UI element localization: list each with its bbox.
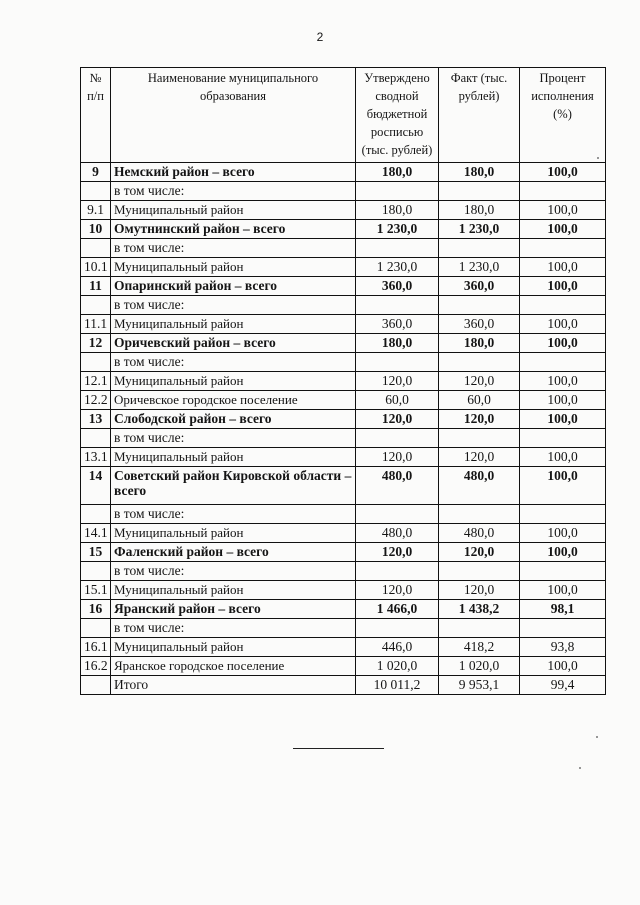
cell-percent [520,505,606,524]
header-name: Наименование муниципального образования [111,68,356,163]
cell-percent: 93,8 [520,638,606,657]
cell-name: в том числе: [111,619,356,638]
cell-fact: 480,0 [439,467,520,505]
cell-fact: 1 230,0 [439,220,520,239]
cell-fact: 360,0 [439,277,520,296]
cell-approved [356,505,439,524]
budget-execution-table [80,67,606,695]
subheading-row [81,296,606,315]
cell-num: 10 [81,220,111,239]
closing-rule [293,748,384,749]
cell-num: 16.2 [81,657,111,676]
cell-approved [356,429,439,448]
table-row [81,524,606,543]
cell-num: 15.1 [81,581,111,600]
cell-approved [356,239,439,258]
cell-percent: 100,0 [520,201,606,220]
cell-approved [356,619,439,638]
cell-approved: 1 466,0 [356,600,439,619]
cell-fact: 180,0 [439,163,520,182]
cell-percent: 100,0 [520,410,606,429]
table-row [81,201,606,220]
district-total-row [81,220,606,239]
cell-fact: 60,0 [439,391,520,410]
cell-fact: 180,0 [439,334,520,353]
subheading-row [81,562,606,581]
cell-num: 9.1 [81,201,111,220]
cell-num: 15 [81,543,111,562]
cell-name: Муниципальный район [111,258,356,277]
table-row [81,448,606,467]
cell-percent [520,182,606,201]
cell-percent: 100,0 [520,258,606,277]
cell-num: 14.1 [81,524,111,543]
cell-name: Муниципальный район [111,638,356,657]
cell-approved: 1 230,0 [356,258,439,277]
cell-percent [520,239,606,258]
cell-approved: 180,0 [356,201,439,220]
scan-speck [596,736,598,738]
cell-fact: 418,2 [439,638,520,657]
cell-num [81,239,111,258]
cell-name: в том числе: [111,296,356,315]
cell-name: Муниципальный район [111,372,356,391]
cell-percent: 100,0 [520,372,606,391]
cell-percent: 100,0 [520,524,606,543]
cell-fact [439,239,520,258]
cell-num: 13 [81,410,111,429]
cell-name: в том числе: [111,562,356,581]
cell-approved: 480,0 [356,524,439,543]
cell-num [81,353,111,372]
cell-name: Фаленский район – всего [111,543,356,562]
cell-num: 16 [81,600,111,619]
cell-num [81,429,111,448]
cell-num: 12.2 [81,391,111,410]
cell-approved: 120,0 [356,410,439,429]
cell-name: Итого [111,676,356,695]
cell-approved [356,296,439,315]
cell-percent: 100,0 [520,391,606,410]
cell-fact: 1 020,0 [439,657,520,676]
cell-approved: 1 020,0 [356,657,439,676]
scan-speck [579,767,581,769]
cell-percent: 100,0 [520,163,606,182]
cell-name: в том числе: [111,182,356,201]
cell-fact [439,429,520,448]
cell-approved: 180,0 [356,334,439,353]
cell-percent: 100,0 [520,581,606,600]
cell-name: Муниципальный район [111,581,356,600]
cell-num: 9 [81,163,111,182]
cell-percent [520,562,606,581]
cell-approved: 120,0 [356,581,439,600]
cell-approved [356,562,439,581]
cell-fact [439,505,520,524]
cell-fact: 120,0 [439,581,520,600]
cell-percent: 100,0 [520,334,606,353]
subheading-row [81,429,606,448]
cell-num [81,562,111,581]
district-total-row [81,600,606,619]
cell-fact [439,562,520,581]
cell-num [81,619,111,638]
district-total-row [81,543,606,562]
cell-num: 16.1 [81,638,111,657]
cell-approved: 120,0 [356,372,439,391]
cell-num: 12.1 [81,372,111,391]
cell-percent [520,619,606,638]
district-total-row [81,467,606,505]
cell-approved: 360,0 [356,315,439,334]
subheading-row [81,239,606,258]
cell-percent: 100,0 [520,543,606,562]
header-percent: Процент исполнения (%) [520,68,606,163]
cell-fact: 180,0 [439,201,520,220]
cell-approved: 10 011,2 [356,676,439,695]
cell-approved: 446,0 [356,638,439,657]
district-total-row [81,163,606,182]
cell-fact: 120,0 [439,543,520,562]
cell-fact: 360,0 [439,315,520,334]
subheading-row [81,505,606,524]
table-header-row [81,68,606,163]
cell-num: 12 [81,334,111,353]
cell-percent: 99,4 [520,676,606,695]
header-num: № п/п [81,68,111,163]
cell-approved: 1 230,0 [356,220,439,239]
table-row [81,391,606,410]
cell-num [81,676,111,695]
cell-num: 11 [81,277,111,296]
cell-fact: 120,0 [439,448,520,467]
cell-name: в том числе: [111,505,356,524]
cell-name: Муниципальный район [111,201,356,220]
cell-fact: 120,0 [439,372,520,391]
cell-name: в том числе: [111,353,356,372]
cell-num: 14 [81,467,111,505]
cell-fact [439,182,520,201]
subheading-row [81,353,606,372]
cell-percent: 100,0 [520,657,606,676]
cell-fact: 120,0 [439,410,520,429]
cell-fact: 1 230,0 [439,258,520,277]
table-row [81,315,606,334]
cell-name: в том числе: [111,429,356,448]
district-total-row [81,277,606,296]
cell-approved: 180,0 [356,163,439,182]
header-approved: Утверждено сводной бюджетной росписью (тыс. рублей) [356,68,439,163]
cell-name: Омутнинский район – всего [111,220,356,239]
cell-name: Муниципальный район [111,524,356,543]
cell-num: 11.1 [81,315,111,334]
table-row [81,372,606,391]
cell-approved: 480,0 [356,467,439,505]
cell-name: Муниципальный район [111,315,356,334]
cell-name: Опаринский район – всего [111,277,356,296]
cell-num: 13.1 [81,448,111,467]
table-row [81,581,606,600]
subheading-row [81,182,606,201]
cell-approved: 120,0 [356,448,439,467]
table-row [81,638,606,657]
subheading-row [81,619,606,638]
cell-approved [356,353,439,372]
district-total-row [81,334,606,353]
cell-name: Яранский район – всего [111,600,356,619]
cell-name: Советский район Кировской области – всего [111,467,356,505]
cell-fact: 1 438,2 [439,600,520,619]
cell-fact: 9 953,1 [439,676,520,695]
page-number: 2 [316,30,324,44]
cell-percent: 100,0 [520,467,606,505]
cell-approved [356,182,439,201]
cell-num [81,296,111,315]
table-body [81,163,606,695]
cell-name: Немский район – всего [111,163,356,182]
cell-fact [439,296,520,315]
cell-percent: 100,0 [520,277,606,296]
cell-percent: 100,0 [520,448,606,467]
cell-name: Оричевский район – всего [111,334,356,353]
district-total-row [81,410,606,429]
cell-name: Яранское городское поселение [111,657,356,676]
cell-fact: 480,0 [439,524,520,543]
cell-percent: 100,0 [520,315,606,334]
cell-fact [439,619,520,638]
cell-percent [520,296,606,315]
cell-percent: 98,1 [520,600,606,619]
table-row [81,258,606,277]
cell-approved: 60,0 [356,391,439,410]
cell-approved: 120,0 [356,543,439,562]
cell-percent [520,353,606,372]
cell-num [81,505,111,524]
cell-name: Слободской район – всего [111,410,356,429]
cell-percent: 100,0 [520,220,606,239]
cell-fact [439,353,520,372]
cell-num: 10.1 [81,258,111,277]
grand-total-row [81,676,606,695]
cell-percent [520,429,606,448]
cell-num [81,182,111,201]
cell-name: Муниципальный район [111,448,356,467]
header-fact: Факт (тыс. рублей) [439,68,520,163]
scan-speck [597,157,599,159]
cell-name: в том числе: [111,239,356,258]
cell-name: Оричевское городское поселение [111,391,356,410]
table-row [81,657,606,676]
cell-approved: 360,0 [356,277,439,296]
